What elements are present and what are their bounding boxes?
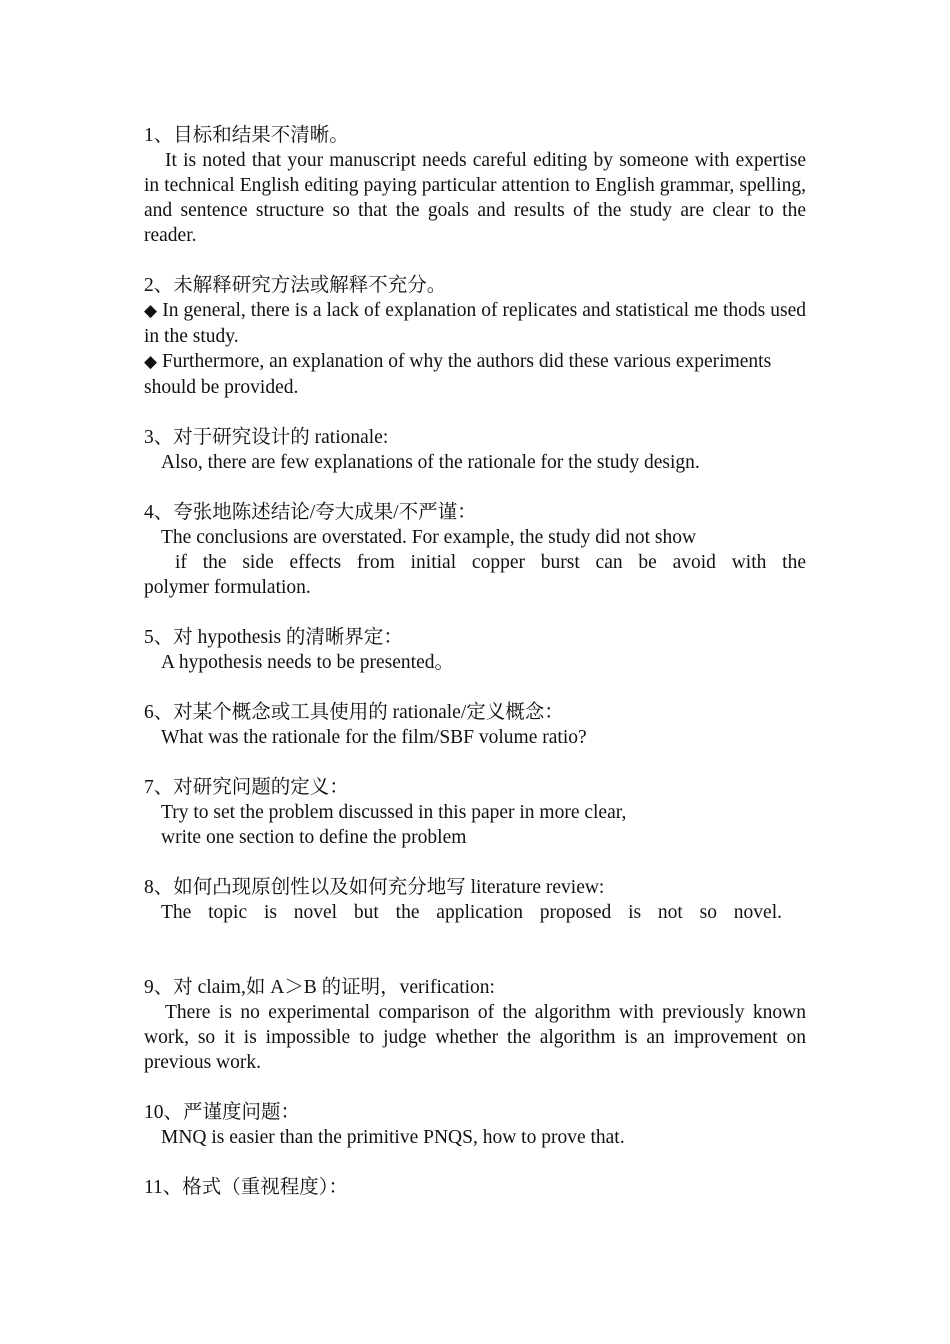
section-line: if the side effects from initial copper burst can be avoid with the xyxy=(175,552,806,573)
section-1 xyxy=(144,123,806,248)
section-paragraph: There is no experimental comparison of the algorithm with previously known work, so it is impossible to judge whether the algorithm is an improvement on previous work. xyxy=(144,1002,806,1073)
section-heading: 7、对研究问题的定义： xyxy=(144,777,349,798)
bullet-tail-text: should be provided. xyxy=(144,377,299,398)
section-heading: 4、夸张地陈述结论/夸大成果/不严谨： xyxy=(144,502,477,523)
section-line: Try to set the problem discussed in this paper in more clear, xyxy=(161,802,627,823)
section-9 xyxy=(144,975,806,1075)
section-line: MNQ is easier than the primitive PNQS, how to prove that. xyxy=(161,1127,625,1148)
section-line: A hypothesis needs to be presented。 xyxy=(161,652,454,673)
bullet-text: In general, there is a lack of explanation of replicates and statistical me thods used in the study. xyxy=(144,300,807,347)
section-paragraph: It is noted that your manuscript needs careful editing by someone with expertise in technical English editing paying particular attention to English grammar, spelling, and sentence structure so that the goals and results of the study are clear to the reader. xyxy=(144,150,806,246)
section-heading: 11、格式（重视程度）： xyxy=(144,1177,349,1198)
section-heading: 6、对某个概念或工具使用的 rationale/定义概念： xyxy=(144,702,564,723)
section-heading: 3、对于研究设计的 rationale: xyxy=(144,427,389,448)
section-heading: 5、对 hypothesis 的清晰界定： xyxy=(144,627,403,648)
section-8 xyxy=(144,875,806,925)
section-6 xyxy=(144,700,806,750)
bullet-item xyxy=(144,298,806,349)
section-heading: 8、如何凸现原创性以及如何充分地写 literature review: xyxy=(144,877,605,898)
bullet-item xyxy=(144,349,806,375)
document-page xyxy=(144,123,806,1225)
diamond-icon: ◆ xyxy=(144,301,158,321)
section-heading: 1、目标和结果不清晰。 xyxy=(144,125,349,146)
bullet-text: Furthermore, an explanation of why the authors did these various experiments xyxy=(161,351,772,372)
section-5 xyxy=(144,625,806,675)
section-line: The conclusions are overstated. For example, the study did not show xyxy=(161,527,697,548)
section-2 xyxy=(144,273,806,400)
section-line: Also, there are few explanations of the rationale for the study design. xyxy=(161,452,700,473)
section-heading: 2、未解释研究方法或解释不充分。 xyxy=(144,275,447,296)
section-10 xyxy=(144,1100,806,1150)
section-line: What was the rationale for the film/SBF volume ratio? xyxy=(161,727,587,748)
section-11 xyxy=(144,1175,806,1200)
section-4 xyxy=(144,500,806,600)
diamond-icon: ◆ xyxy=(144,352,158,372)
section-3 xyxy=(144,425,806,475)
section-line: polymer formulation. xyxy=(144,577,311,598)
section-line: The topic is novel but the application proposed is not so novel. xyxy=(161,902,782,923)
section-heading: 9、对 claim,如 A＞B 的证明，verification: xyxy=(144,977,495,998)
section-heading: 10、严谨度问题： xyxy=(144,1102,301,1123)
section-line: write one section to define the problem xyxy=(161,827,467,848)
section-7 xyxy=(144,775,806,850)
